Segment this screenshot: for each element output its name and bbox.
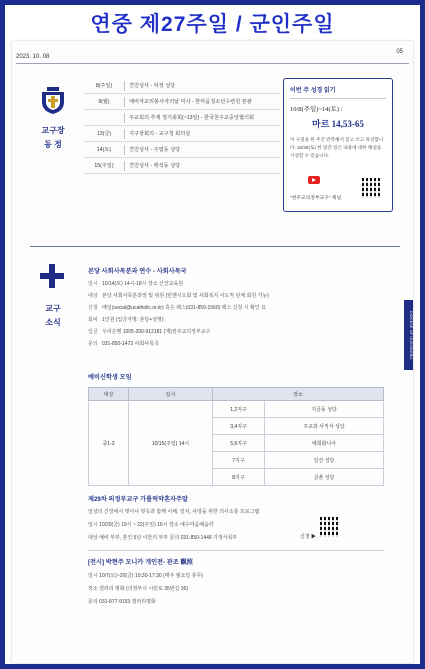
event-title: 본당 사회사목분과 연수 - 사회사목국 xyxy=(88,268,187,275)
schedule-row xyxy=(84,158,280,174)
marriage-line: 일시 10/20(금) 19시 ~ 22(주일) 16시 장소 예수마음배움터 xyxy=(88,522,214,528)
event-line: 대상 본당 사회사목분과장 및 위원 (빈첸시오회 및 사회복지 사도직 단체 회원 가능) xyxy=(88,293,269,299)
issue-date: 2023. 10. 08 xyxy=(16,54,50,60)
event-line: 입금 우리은행 1005-200-912181 (재)천주교의정부교구 xyxy=(88,329,211,335)
event-line: 일시 10/14(토) 14시-18시 장소 신앙교육원 xyxy=(88,281,184,287)
exhibit-title: [전시] 박현주 모니카 개인전- 관조 觀照 xyxy=(88,559,193,566)
table-header-row xyxy=(89,388,384,401)
youtube-channel-label: "천주교의정부교구" 채널 xyxy=(290,196,342,201)
diocese-side-tab: DIOCESE OF UIJEONGBU xyxy=(404,300,413,370)
banner xyxy=(5,5,420,41)
schedule-text: 주교회의 추계 정기총회(~13일) - 한국천주교중앙협의회 xyxy=(129,115,254,121)
bishop-coat-of-arms-icon xyxy=(38,85,68,115)
column-header: 장소 xyxy=(213,388,384,401)
signup-link[interactable]: 신청 ▶ xyxy=(300,534,317,540)
schedule-text: 견진성사 - 덕정 성당 xyxy=(129,83,176,89)
schedule-row xyxy=(84,78,280,94)
banner-title: 연중 제27주일 / 군인주일 xyxy=(90,13,335,36)
bible-note: 이 구절을 한 주간 반복해서 읽고 쓰고 묵상합니다. 10/28(토) 한 달간 읽은 내용에 대한 해설을 시청할 수 있습니다. xyxy=(290,137,384,158)
qr-code-icon[interactable] xyxy=(362,178,382,198)
schedule-date: 13(금) xyxy=(96,131,112,137)
section-divider xyxy=(88,550,384,551)
schedule-date: 8(주일) xyxy=(95,83,113,89)
schedule-date: 14(토) xyxy=(96,147,112,153)
schedule-row xyxy=(84,126,280,142)
marriage-line: 대상 예비 부부, 혼인 5년 이만의 부부 문의 031-850-1448 가정사목부 xyxy=(88,535,238,541)
page-number: 05 xyxy=(396,49,403,55)
schedule-row xyxy=(84,94,280,110)
schedule-row xyxy=(84,110,280,126)
table-cell: 8지구 xyxy=(213,469,265,486)
seminary-table xyxy=(88,387,384,486)
cross-icon xyxy=(40,264,64,288)
youtube-icon[interactable] xyxy=(308,176,320,184)
schedule-text: 지구장회의 - 교구청 회의실 xyxy=(129,131,191,137)
schedule-text: 견진성사 - 주엽동 성당 xyxy=(129,147,181,153)
column-header: 일시 xyxy=(129,388,213,401)
column-header: 대상 xyxy=(89,388,129,401)
schedule-row xyxy=(84,142,280,158)
table-cell: 주교좌 사직서 성당 xyxy=(265,418,384,435)
bishop-label-line1: 교구장 xyxy=(41,126,65,135)
table-cell: 3,4지구 xyxy=(213,418,265,435)
schedule-text: 견진성사 - 백석동 성당 xyxy=(129,163,181,169)
table-row xyxy=(89,401,384,418)
table-cell: 5,6지구 xyxy=(213,435,265,452)
qr-code-icon[interactable] xyxy=(320,517,340,537)
seminary-title: 예비신학생 모임 xyxy=(88,374,132,381)
exhibit-line: 장소 갤러리 평화 (의정부시 시민로 35번길 36) xyxy=(88,586,189,592)
bishop-schedule xyxy=(84,78,280,174)
bible-range: 10/8(주일)~14(토) : xyxy=(290,106,343,113)
event-line: 회비 1인원 (입금자명: 본당+성명) xyxy=(88,317,164,323)
marriage-line: 일상의 긴장에서 벗어나 빗속과 함께 이해, 일치, 사랑을 위한 의사소통 프로그램 xyxy=(88,509,260,515)
header-rule xyxy=(16,63,409,64)
bishop-label-line2: 동 정 xyxy=(44,140,62,149)
table-cell: 7지구 xyxy=(213,452,265,469)
table-cell: 금촌 성당 xyxy=(265,469,384,486)
exhibit-line: 문의 031-877-9153 갤러리평화 xyxy=(88,599,156,605)
bishop-section-label xyxy=(36,124,70,152)
exhibit-line: 일시 10/7(토)~20(금) 10:30-17:30 (매주 월요일 휴무) xyxy=(88,573,203,579)
table-cell: 10/15(주일) 14시 xyxy=(129,401,213,486)
event-line: 문의 031-850-1472 사회사목국 xyxy=(88,341,159,347)
schedule-date: 15(주일) xyxy=(94,163,114,169)
bible-book: 마르 14,53-65 xyxy=(312,119,364,129)
curia-label-line2: 소식 xyxy=(45,318,61,327)
schedule-text: 예비자교리봉사자의날 미사 - 한마음청소년수련원 본관 xyxy=(129,99,252,105)
table-cell: 1,2지구 xyxy=(213,401,265,418)
event-line: 신청 메일(social@ucatholic.or.kr) 혹은 팩스(031-850-1560) 팩스 신청 시 확인 요 xyxy=(88,305,266,311)
bible-reading-box xyxy=(283,78,393,212)
curia-label-line1: 교구 xyxy=(45,304,61,313)
table-cell: 지금동 성당 xyxy=(265,401,384,418)
table-cell: 중1-3 xyxy=(89,401,129,486)
table-cell: 일산 성당 xyxy=(265,452,384,469)
marriage-title: 제29차 의정부교구 가톨릭약혼자주말 xyxy=(88,496,188,503)
curia-section-label xyxy=(36,302,70,330)
table-cell: 예희화니아 xyxy=(265,435,384,452)
schedule-date: 9(월) xyxy=(98,99,110,105)
bible-heading: 이번 주 성경 읽기 xyxy=(290,88,336,94)
section-divider xyxy=(30,246,400,247)
